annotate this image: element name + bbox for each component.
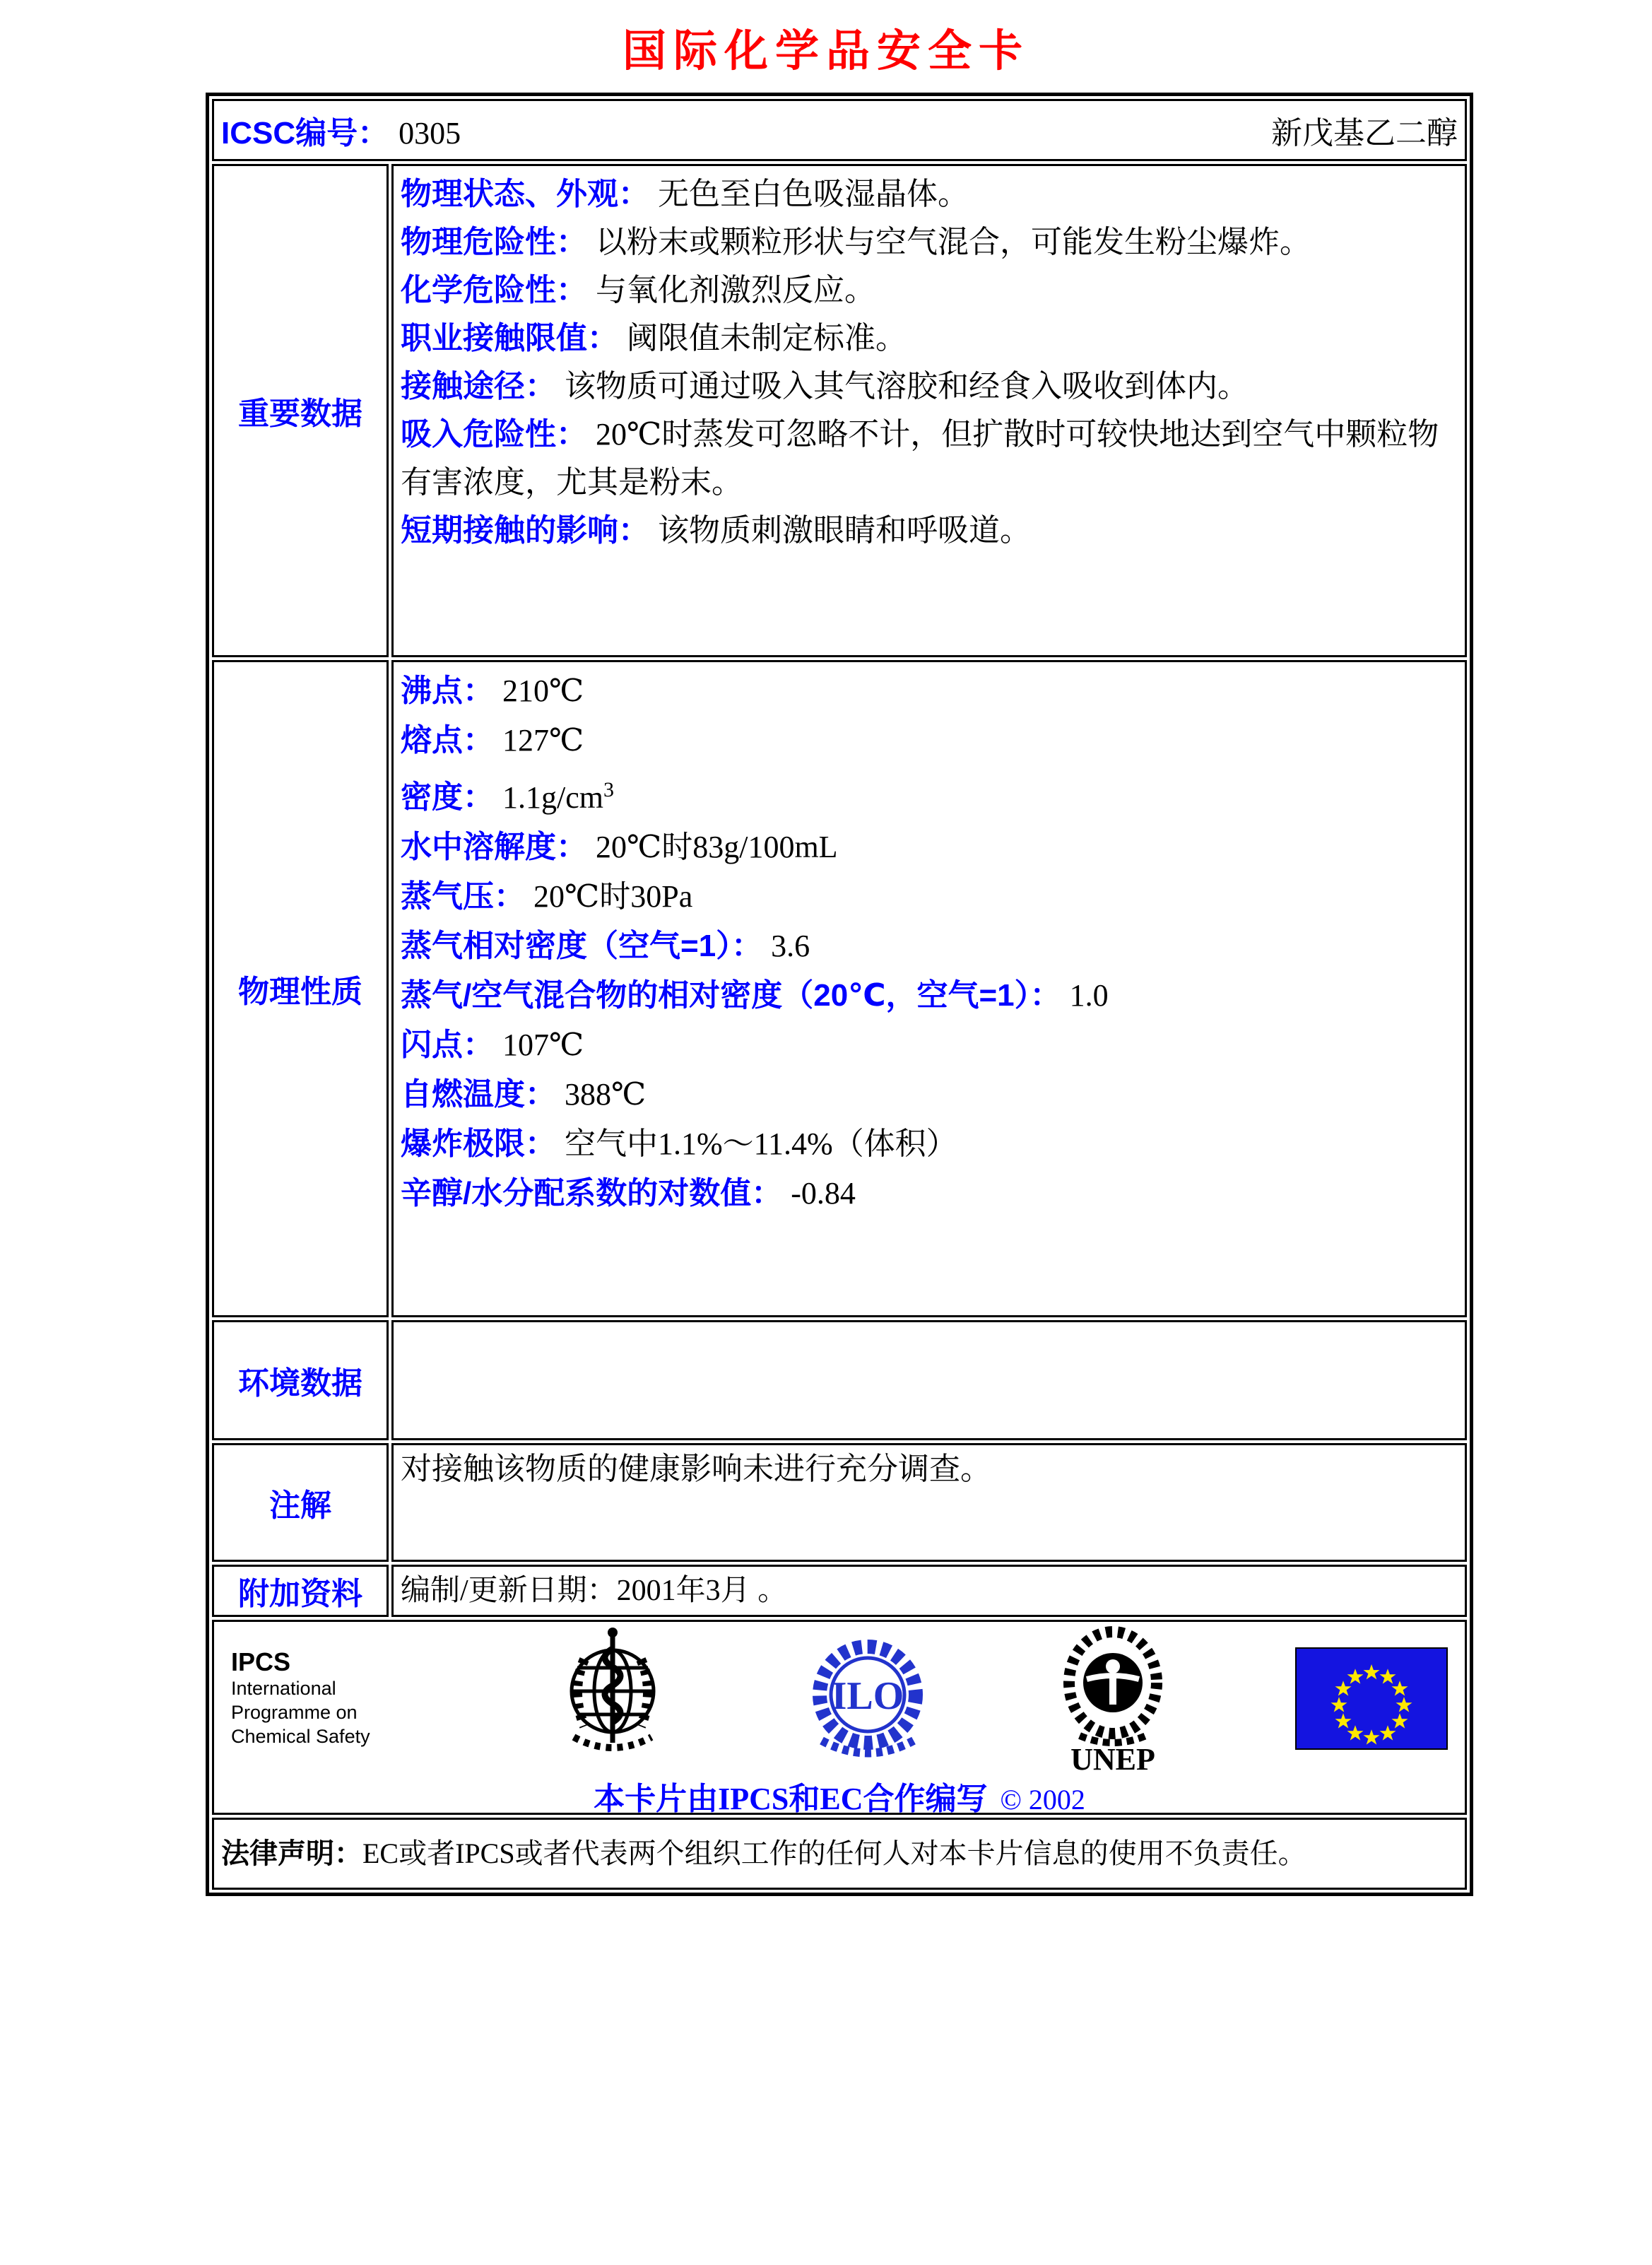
- chemical-name: 新戊基乙二醇: [1271, 116, 1458, 151]
- entry-label: 物理状态、外观：: [401, 177, 649, 211]
- footer-copyright: © 2002: [1000, 1784, 1085, 1816]
- footer-caption-row: [231, 1773, 1448, 1818]
- entry-value: 127℃: [502, 723, 584, 758]
- entry-value: 空气中1.1%～11.4%（体积）: [565, 1126, 957, 1161]
- icsc-number-value: 0305: [399, 116, 461, 151]
- entry-value: -0.84: [791, 1175, 856, 1211]
- svg-text:ILO: ILO: [831, 1674, 904, 1718]
- entry-value: 与氧化剂激烈反应。: [596, 273, 875, 307]
- entry-explosive-limits: [401, 1119, 1458, 1169]
- entry-value: 该物质刺激眼睛和呼吸道。: [658, 513, 1031, 548]
- footer-cell: [212, 1620, 1467, 1815]
- entry-label: 短期接触的影响：: [401, 513, 649, 548]
- entry-vapour-air-mixture-density: [401, 971, 1458, 1020]
- notes-content: 对接触该物质的健康影响未进行充分调查。: [401, 1452, 991, 1486]
- entry-label: 自燃温度：: [401, 1076, 556, 1112]
- ipcs-subtitle-line: Programme on: [231, 1702, 358, 1723]
- important-data-entries: [401, 167, 1458, 555]
- entry-label: 物理危险性：: [401, 225, 587, 259]
- entry-label: 沸点：: [401, 673, 494, 708]
- entry-value: 无色至白色吸湿晶体。: [658, 177, 969, 211]
- entry-label: 爆炸极限：: [401, 1126, 556, 1161]
- entry-label: 化学危险性：: [401, 273, 587, 307]
- entry-value-superscript: 3: [603, 778, 614, 801]
- environmental-data-label-cell: [212, 1320, 389, 1440]
- physical-properties-content-cell: [391, 660, 1467, 1317]
- entry-density: [401, 765, 1458, 823]
- entry-value: 1.0: [1069, 977, 1109, 1013]
- entry-value: 3.6: [771, 928, 810, 963]
- legal-notice-label: 法律声明：: [221, 1838, 362, 1869]
- physical-properties-entries: [401, 664, 1458, 1218]
- entry-value: 以粉末或颗粒形状与空气混合，可能发生粉尘爆炸。: [596, 225, 1311, 259]
- section-label-additional-info: 附加资料: [238, 1577, 362, 1611]
- icsc-card-table: [206, 93, 1473, 1896]
- entry-label: 吸入危险性：: [401, 417, 587, 452]
- entry-water-solubility: [401, 823, 1458, 872]
- entry-vapour-pressure: [401, 872, 1458, 922]
- icsc-number-group: [221, 107, 461, 153]
- notes-label-cell: [212, 1443, 389, 1562]
- entry-label: 蒸气/空气混合物的相对密度（20℃，空气=1）：: [401, 977, 1061, 1013]
- unep-logo-text: UNEP: [1070, 1741, 1155, 1775]
- entry-chemical-hazard: [401, 266, 1458, 314]
- entry-label: 闪点：: [401, 1027, 494, 1062]
- legal-notice-cell: [212, 1818, 1467, 1890]
- entry-melting-point: [401, 716, 1458, 765]
- entry-physical-hazard: [401, 218, 1458, 266]
- icsc-header-cell: [212, 99, 1467, 161]
- entry-label: 职业接触限值：: [401, 321, 618, 355]
- entry-label: 熔点：: [401, 723, 494, 758]
- ipcs-title: IPCS: [231, 1647, 291, 1676]
- entry-label: 接触途径：: [401, 369, 556, 404]
- important-data-content-cell: [391, 164, 1467, 657]
- entry-physical-state: [401, 170, 1458, 218]
- entry-value: 388℃: [565, 1076, 647, 1112]
- eu-flag-icon: [1295, 1647, 1448, 1750]
- important-data-label-cell: [212, 164, 389, 657]
- icsc-header-bar: [221, 102, 1458, 158]
- footer-wrap: [221, 1623, 1458, 1816]
- entry-short-term-effects: [401, 507, 1458, 555]
- page-title: 国际化学品安全卡: [622, 27, 1029, 76]
- footer-caption: 本卡片由IPCS和EC合作编写: [594, 1782, 988, 1816]
- section-label-important-data: 重要数据: [238, 396, 362, 431]
- legal-notice-text: EC或者IPCS或者代表两个组织工作的任何人对本卡片信息的使用不负责任。: [362, 1837, 1306, 1869]
- additional-info-label-cell: [212, 1565, 389, 1617]
- ipcs-subtitle-line: Chemical Safety: [231, 1726, 370, 1747]
- unep-logo-icon: [1051, 1623, 1175, 1775]
- entry-value: 20℃时30Pa: [533, 878, 693, 914]
- entry-value: 该物质可通过吸入其气溶胶和经食入吸收到体内。: [565, 369, 1249, 404]
- entry-label: 蒸气相对密度（空气=1）：: [401, 928, 763, 963]
- ilo-logo-icon: [804, 1628, 931, 1769]
- entry-label: 密度：: [401, 779, 494, 815]
- entry-octanol-water-partition: [401, 1169, 1458, 1218]
- environmental-data-content-cell: [391, 1320, 1467, 1440]
- section-label-notes: 注解: [269, 1488, 331, 1523]
- additional-info-content: 编制/更新日期：2001年3月 。: [401, 1575, 788, 1607]
- legal-notice: [221, 1836, 1458, 1871]
- notes-content-cell: [391, 1443, 1467, 1562]
- entry-label: 辛醇/水分配系数的对数值：: [401, 1175, 783, 1211]
- entry-value: 210℃: [502, 673, 584, 708]
- entry-boiling-point: [401, 666, 1458, 716]
- entry-label: 蒸气压：: [401, 878, 525, 914]
- ipcs-subtitle-line: International: [231, 1678, 336, 1699]
- icsc-number-label: ICSC编号：: [221, 116, 389, 151]
- entry-occupational-limit: [401, 314, 1458, 363]
- section-label-physical-properties: 物理性质: [238, 975, 362, 1009]
- physical-properties-label-cell: [212, 660, 389, 1317]
- entry-value: 阈限值未制定标准。: [627, 321, 907, 355]
- entry-value: 1.1g/cm: [502, 779, 603, 815]
- section-label-environmental-data: 环境数据: [238, 1366, 362, 1401]
- entry-inhalation-risk: [401, 411, 1458, 507]
- ipcs-text-block: [231, 1648, 422, 1748]
- entry-autoignition-temperature: [401, 1070, 1458, 1119]
- footer-logo-row: [231, 1628, 1448, 1775]
- entry-vapour-relative-density: [401, 922, 1458, 971]
- entry-flash-point: [401, 1020, 1458, 1070]
- who-logo-icon: [542, 1624, 683, 1772]
- entry-exposure-routes: [401, 363, 1458, 411]
- entry-value: 20℃时83g/100mL: [596, 829, 838, 864]
- additional-info-content-cell: [391, 1565, 1467, 1617]
- entry-value: 107℃: [502, 1027, 584, 1062]
- entry-label: 水中溶解度：: [401, 829, 587, 864]
- entry-value: 20℃时蒸发可忽略不计，但扩散时可较快地达到空气中颗粒物有害浓度，尤其是粉末。: [401, 417, 1439, 500]
